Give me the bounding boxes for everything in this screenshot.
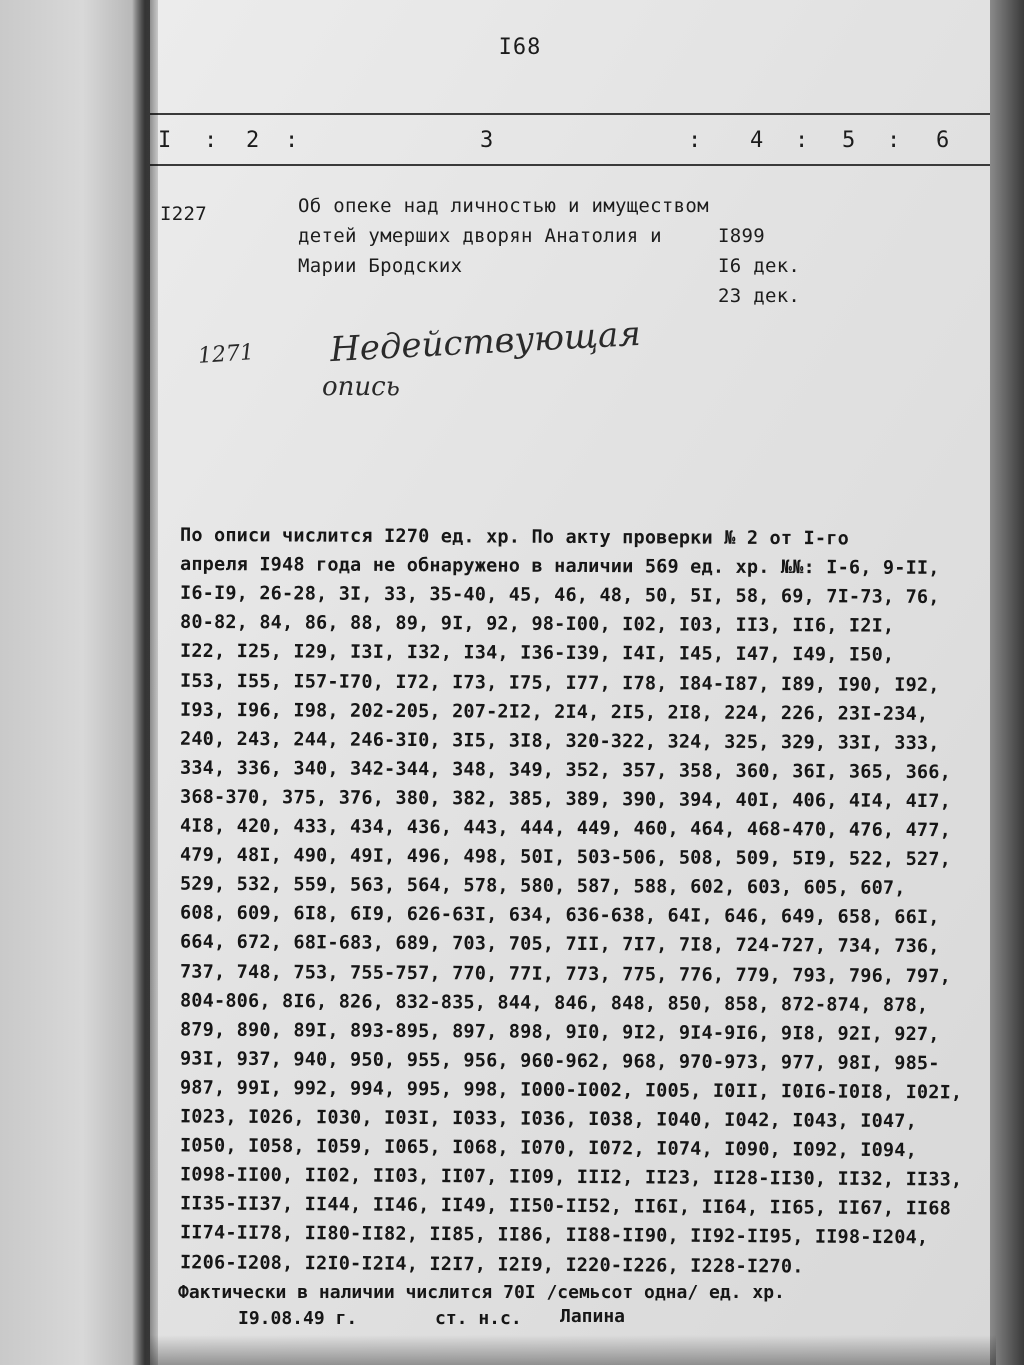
- entry-number: I227: [160, 203, 207, 225]
- inventory-note-line: 4I8, 420, 433, 434, 436, 443, 444, 449, 460, 464, 468-470, 476, 477,: [179, 815, 952, 842]
- handwritten-number: 1271: [197, 340, 255, 369]
- inventory-note-line: 987, 99I, 992, 994, 995, 998, I000-I002, I005, I0II, I0I6-I0I8, I02I,: [179, 1077, 963, 1104]
- inventory-note-line: По описи числится I270 ед. хр. По акту проверки № 2 от I-го: [179, 524, 850, 550]
- page-bottom-shadow: [150, 1335, 996, 1365]
- inventory-note-line: II74-II78, II80-II82, II85, II86, II88-II90, II92-II95, II98-I204,: [179, 1222, 929, 1249]
- inventory-note-line: 93I, 937, 940, 950, 955, 956, 960-962, 968, 970-973, 977, 98I, 985-: [179, 1048, 940, 1075]
- column-separator: :: [795, 128, 809, 153]
- inventory-note-line: I050, I058, I059, I065, I068, I070, I072, I074, I090, I092, I094,: [179, 1135, 918, 1162]
- inventory-note-line: 529, 532, 559, 563, 564, 578, 580, 587, 588, 602, 603, 605, 607,: [179, 873, 906, 900]
- actual-count-line: Фактически в наличии числится 70I /семьсот одна/ ед. хр.: [178, 1282, 785, 1303]
- page-number: I68: [498, 35, 542, 60]
- column-header-2: 2: [246, 128, 260, 153]
- signature-date: I9.08.49 г.: [238, 1308, 358, 1329]
- table-header-top-rule: [150, 113, 996, 115]
- inventory-note-line: 608, 609, 6I8, 6I9, 626-63I, 634, 636-638, 64I, 646, 649, 658, 66I,: [179, 902, 940, 929]
- entry-date-year: I899: [718, 225, 765, 247]
- entry-title-line: Марии Бродских: [298, 255, 463, 277]
- column-header-4: 4: [750, 128, 764, 153]
- inventory-note-line: 879, 890, 89I, 893-895, 897, 898, 9I0, 9I2, 9I4-9I6, 9I8, 92I, 927,: [179, 1019, 940, 1045]
- inventory-note-line: 368-370, 375, 376, 380, 382, 385, 389, 390, 394, 40I, 406, 4I4, 4I7,: [179, 786, 952, 813]
- column-separator: :: [688, 128, 702, 153]
- entry-title-line: Об опеке над личностью и имуществом: [298, 195, 709, 217]
- inventory-note-line: I93, I96, I98, 202-205, 207-2I2, 2I4, 2I5, 2I8, 224, 226, 23I-234,: [179, 699, 929, 725]
- inventory-note-line: 664, 672, 68I-683, 689, 703, 705, 7II, 7I7, 7I8, 724-727, 734, 736,: [179, 931, 940, 958]
- entry-date-start: I6 дек.: [718, 255, 801, 277]
- signature-position: ст. н.с.: [435, 1308, 522, 1329]
- entry-date-end: 23 дек.: [718, 285, 801, 307]
- column-header-3: 3: [480, 128, 494, 153]
- inventory-note-line: 334, 336, 340, 342-344, 348, 349, 352, 357, 358, 360, 36I, 365, 366,: [179, 757, 952, 783]
- column-header-1: I: [158, 128, 172, 153]
- inventory-note-line: I22, I25, I29, I3I, I32, I34, I36-I39, I4I, I45, I47, I49, I50,: [179, 641, 895, 667]
- inventory-note-line: 240, 243, 244, 246-3I0, 3I5, 3I8, 320-322, 324, 325, 329, 33I, 333,: [179, 728, 940, 754]
- column-separator: :: [285, 128, 299, 153]
- column-separator: :: [887, 128, 901, 153]
- inventory-note-line: 804-806, 8I6, 826, 832-835, 844, 846, 848, 850, 858, 872-874, 878,: [179, 990, 929, 1016]
- inventory-note-line: I098-II00, II02, II03, II07, II09, III2, II23, II28-II30, II32, II33,: [179, 1164, 963, 1191]
- table-header-bottom-rule: [150, 164, 996, 166]
- left-page: [0, 0, 150, 1365]
- document-page: [150, 0, 996, 1365]
- book-gutter: [132, 0, 158, 1365]
- column-separator: :: [204, 128, 218, 153]
- inventory-note-line: 80-82, 84, 86, 88, 89, 9I, 92, 98-I00, I02, I03, II3, II6, I2I,: [179, 612, 895, 637]
- handwritten-note-line2: опись: [322, 372, 400, 402]
- inventory-note-line: 737, 748, 753, 755-757, 770, 77I, 773, 775, 776, 779, 793, 796, 797,: [179, 961, 952, 987]
- background-edge: [990, 0, 1024, 1365]
- signature-name: Лапина: [560, 1306, 626, 1327]
- inventory-note-line: 479, 48I, 490, 49I, 496, 498, 50I, 503-506, 508, 509, 5I9, 522, 527,: [179, 844, 952, 871]
- entry-title-line: детей умерших дворян Анатолия и: [298, 225, 662, 247]
- column-header-5: 5: [842, 128, 856, 153]
- column-header-6: 6: [936, 128, 950, 153]
- inventory-note-line: апреля I948 года не обнаружено в наличии 569 ед. хр. №№: I-6, 9-II,: [179, 553, 940, 579]
- inventory-note-line: I53, I55, I57-I70, I72, I73, I75, I77, I78, I84-I87, I89, I90, I92,: [179, 670, 940, 696]
- inventory-note-line: I206-I208, I2I0-I2I4, I2I7, I2I9, I220-I226, I228-I270.: [179, 1251, 804, 1278]
- handwritten-note-line1: Недействующая: [329, 313, 642, 371]
- inventory-note-line: I6-I9, 26-28, 3I, 33, 35-40, 45, 46, 48, 50, 5I, 58, 69, 7I-73, 76,: [179, 583, 940, 609]
- inventory-note-line: II35-II37, II44, II46, II49, II50-II52, II6I, II64, II65, II67, II68: [179, 1193, 952, 1220]
- inventory-note-line: I023, I026, I030, I03I, I033, I036, I038, I040, I042, I043, I047,: [179, 1106, 918, 1133]
